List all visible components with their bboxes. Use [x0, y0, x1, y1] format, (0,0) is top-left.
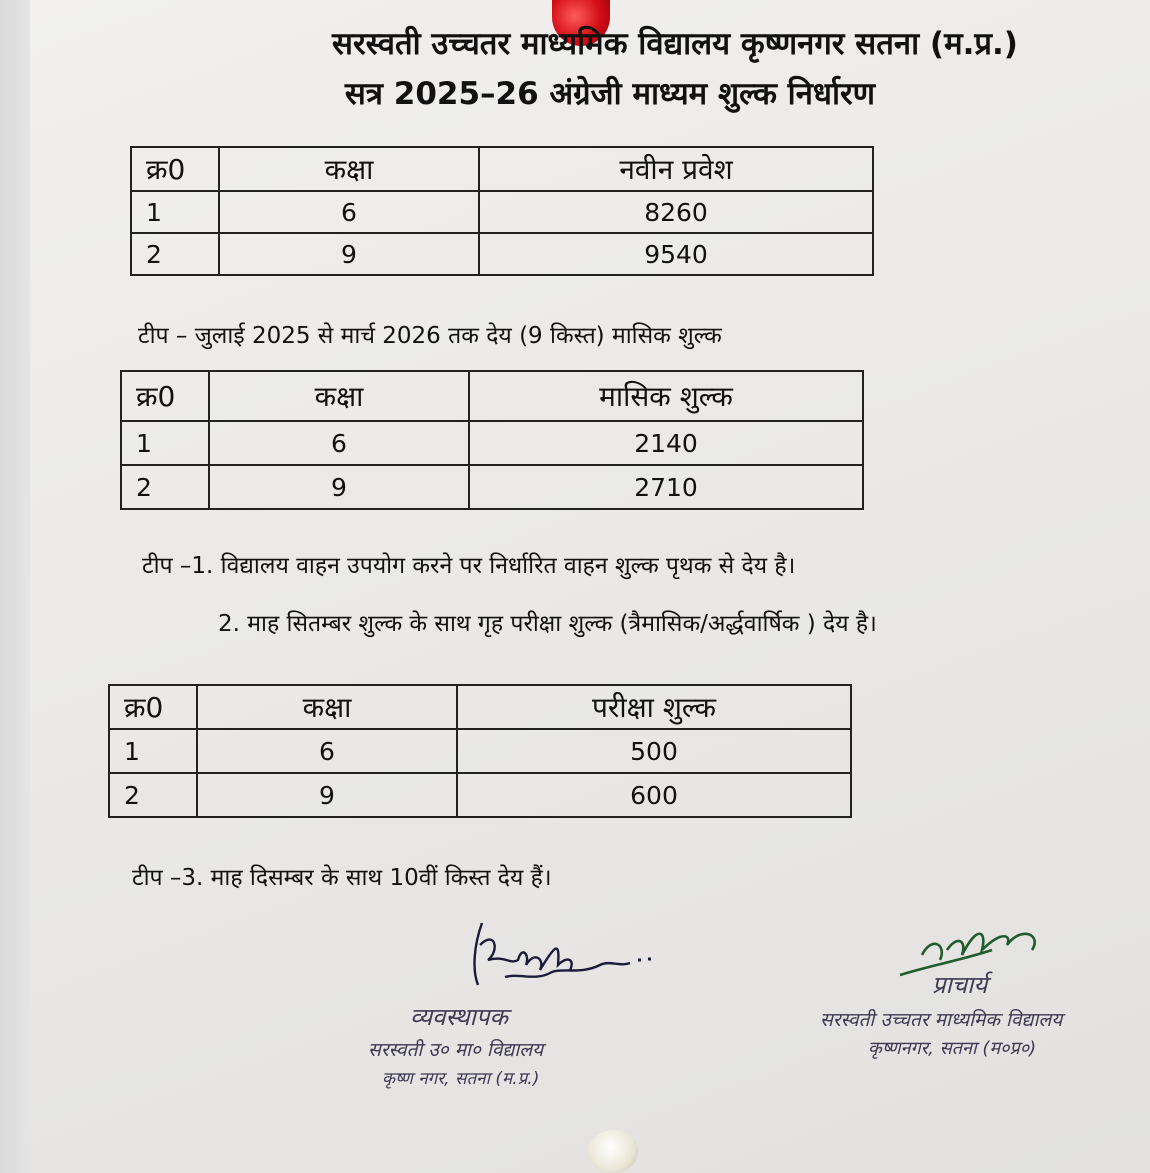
column-header-class: कक्षा [219, 147, 479, 191]
paper-edge [0, 0, 30, 1173]
cell-class: 6 [209, 421, 469, 465]
cell-serial: 1 [121, 421, 209, 465]
table-row [121, 421, 863, 465]
principal-stamp-line2: कृष्णनगर, सतना (म०प्र०) [868, 1038, 1037, 1059]
table-row [131, 233, 873, 275]
cell-amount: 8260 [479, 191, 873, 233]
note-vehicle-fee: टीप –1. विद्यालय वाहन उपयोग करने पर निर्धारित वाहन शुल्क पृथक से देय है। [142, 553, 796, 579]
cell-class: 9 [197, 773, 457, 817]
column-header-serial: क्र0 [109, 685, 197, 729]
white-pushpin-icon [588, 1130, 638, 1173]
manager-stamp-line1: सरस्वती उ० मा० विद्यालय [368, 1039, 544, 1061]
table-row [131, 191, 873, 233]
column-header-exam: परीक्षा शुल्क [457, 685, 851, 729]
table-row [109, 773, 851, 817]
table-row [121, 465, 863, 509]
column-header-serial: क्र0 [131, 147, 219, 191]
note-december-installment: टीप –3. माह दिसम्बर के साथ 10वीं किस्त देय हैं। [132, 865, 552, 891]
column-header-class: कक्षा [197, 685, 457, 729]
manager-stamp-line2: कृष्ण नगर, सतना (म.प्र.) [382, 1069, 540, 1089]
column-header-admission: नवीन प्रवेश [479, 147, 873, 191]
note-exam-fee: 2. माह सितम्बर शुल्क के साथ गृह परीक्षा शुल्क (त्रैमासिक/अर्द्धवार्षिक ) देय है। [218, 611, 877, 637]
manager-title: व्यवस्थापक [410, 1003, 508, 1031]
principal-title: प्राचार्य [932, 971, 988, 999]
fee-subtitle: सत्र 2025–26 अंग्रेजी माध्यम शुल्क निर्धारण [344, 76, 876, 112]
exam-fee-table [108, 684, 852, 818]
table-row [109, 729, 851, 773]
principal-stamp-line1: सरस्वती उच्चतर माध्यमिक विद्यालय [820, 1009, 1063, 1031]
cell-class: 6 [197, 729, 457, 773]
cell-serial: 2 [121, 465, 209, 509]
cell-class: 9 [219, 233, 479, 275]
cell-amount: 600 [457, 773, 851, 817]
monthly-fee-table [120, 370, 864, 510]
cell-amount: 2710 [469, 465, 863, 509]
cell-class: 9 [209, 465, 469, 509]
manager-signature [460, 915, 670, 995]
cell-amount: 500 [457, 729, 851, 773]
cell-amount: 2140 [469, 421, 863, 465]
cell-serial: 1 [131, 191, 219, 233]
school-title: सरस्वती उच्चतर माध्यमिक विद्यालय कृष्णनगर सतना (म.प्र.) [332, 26, 1018, 62]
column-header-monthly: मासिक शुल्क [469, 371, 863, 421]
cell-amount: 9540 [479, 233, 873, 275]
column-header-serial: क्र0 [121, 371, 209, 421]
cell-serial: 2 [131, 233, 219, 275]
cell-serial: 1 [109, 729, 197, 773]
admission-fee-table [130, 146, 874, 276]
cell-serial: 2 [109, 773, 197, 817]
monthly-fee-note: टीप – जुलाई 2025 से मार्च 2026 तक देय (9 किस्त) मासिक शुल्क [138, 323, 722, 349]
column-header-class: कक्षा [209, 371, 469, 421]
cell-class: 6 [219, 191, 479, 233]
